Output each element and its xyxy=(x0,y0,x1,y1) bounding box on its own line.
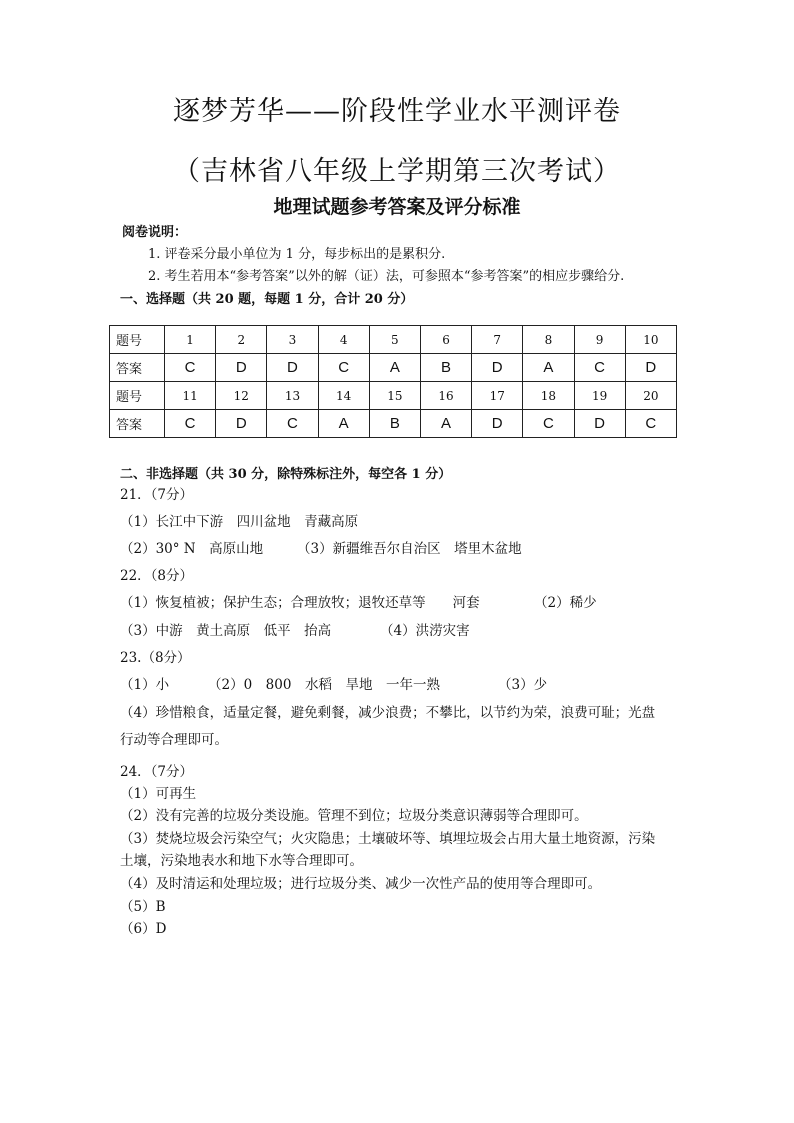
answer-cell: B xyxy=(420,354,471,382)
answer-cell: A xyxy=(318,410,369,438)
q24-answer-2: （2）没有完善的垃圾分类设施。管理不到位；垃圾分类意识薄弱等合理即可。 xyxy=(120,808,588,824)
answer-cell: C xyxy=(574,354,625,382)
answer-cell: C xyxy=(165,410,216,438)
answer-cell: A xyxy=(523,354,574,382)
question-number: 19 xyxy=(574,382,625,410)
q24-answer-3: （3）焚烧垃圾会污染空气；火灾隐患；土壤破坏等、填埋垃圾会占用大量土地资源，污染 xyxy=(120,831,656,847)
answer-cell: C xyxy=(165,354,216,382)
answer-cell: C xyxy=(523,410,574,438)
q23-answer-2: （2）0 800 水稻 旱地 一年一熟 xyxy=(208,677,440,693)
answer-label: 答案 xyxy=(110,354,165,382)
q22-answer-1: （1）恢复植被；保护生态；合理放牧；退牧还草等 河套 xyxy=(120,595,480,611)
q21-answer-2: （2）30° N 高原山地 xyxy=(120,541,264,557)
table-row xyxy=(110,354,677,382)
q23-answer-4: （4）珍惜粮食，适量定餐，避免剩餐，减少浪费；不攀比，以节约为荣，浪费可耻；光盘 xyxy=(120,705,656,721)
exam-subtitle: （吉林省八年级上学期第三次考试） xyxy=(173,156,621,187)
question-number: 11 xyxy=(165,382,216,410)
notes-item-2: 2. 考生若用本“参考答案”以外的解（证）法，可参照本“参考答案”的相应步骤给分. xyxy=(148,269,625,284)
question-number: 8 xyxy=(523,326,574,354)
table-row xyxy=(110,382,677,410)
question-number: 10 xyxy=(625,326,676,354)
answer-table xyxy=(109,325,677,438)
main-title: 逐梦芳华——阶段性学业水平测评卷 xyxy=(173,96,621,127)
question-number: 9 xyxy=(574,326,625,354)
table-row xyxy=(110,326,677,354)
q22-answer-3: （3）中游 黄土高原 低平 抬高 xyxy=(120,623,332,639)
answer-cell: D xyxy=(472,410,523,438)
answer-cell: D xyxy=(574,410,625,438)
question-number: 14 xyxy=(318,382,369,410)
q24-heading: 24．（7分） xyxy=(120,764,194,780)
notes-item-1: 1. 评卷采分最小单位为 1 分，每步标出的是累积分. xyxy=(148,247,446,262)
answer-cell: D xyxy=(625,354,676,382)
q22-answer-4: （4）洪涝灾害 xyxy=(380,623,470,639)
answer-cell: D xyxy=(216,354,267,382)
answer-cell: D xyxy=(267,354,318,382)
answer-cell: C xyxy=(318,354,369,382)
q24-answer-6: （6）D xyxy=(120,921,167,937)
question-number: 1 xyxy=(165,326,216,354)
q22-answer-2: （2）稀少 xyxy=(534,595,597,611)
question-number: 16 xyxy=(420,382,471,410)
q21-answer-1: （1）长江中下游 四川盆地 青藏高原 xyxy=(120,514,359,530)
answer-cell: B xyxy=(369,410,420,438)
q24-answer-5: （5）B xyxy=(120,899,166,915)
question-number: 18 xyxy=(523,382,574,410)
answer-cell: D xyxy=(472,354,523,382)
question-number: 2 xyxy=(216,326,267,354)
q22-heading: 22．（8分） xyxy=(120,568,194,584)
question-number: 17 xyxy=(472,382,523,410)
question-number: 3 xyxy=(267,326,318,354)
question-number: 20 xyxy=(625,382,676,410)
question-number: 7 xyxy=(472,326,523,354)
section1-heading: 一、选择题（共 20 题，每题 1 分，合计 20 分） xyxy=(120,292,414,307)
answer-cell: A xyxy=(369,354,420,382)
question-number: 12 xyxy=(216,382,267,410)
question-label: 题号 xyxy=(110,382,165,410)
question-number: 6 xyxy=(420,326,471,354)
q23-answer-3: （3）少 xyxy=(498,677,548,693)
answer-cell: C xyxy=(625,410,676,438)
question-number: 5 xyxy=(369,326,420,354)
question-number: 13 xyxy=(267,382,318,410)
q23-answer-4-cont: 行动等合理即可。 xyxy=(120,732,228,748)
q24-answer-3-cont: 土壤，污染地表水和地下水等合理即可。 xyxy=(120,853,363,869)
answer-cell: C xyxy=(267,410,318,438)
answer-label: 答案 xyxy=(110,410,165,438)
q21-heading: 21．（7分） xyxy=(120,487,194,503)
section2-heading: 二、非选择题（共 30 分，除特殊标注外，每空各 1 分） xyxy=(120,467,452,482)
table-row xyxy=(110,410,677,438)
question-label: 题号 xyxy=(110,326,165,354)
q24-answer-4: （4）及时清运和处理垃圾；进行垃圾分类、减少一次性产品的使用等合理即可。 xyxy=(120,876,602,892)
answer-cell: D xyxy=(216,410,267,438)
answer-cell: A xyxy=(420,410,471,438)
notes-heading: 阅卷说明： xyxy=(122,225,188,240)
question-number: 4 xyxy=(318,326,369,354)
question-number: 15 xyxy=(369,382,420,410)
q24-answer-1: （1）可再生 xyxy=(120,786,197,802)
q23-answer-1: （1）小 xyxy=(120,677,170,693)
q21-answer-3: （3）新疆维吾尔自治区 塔里木盆地 xyxy=(297,541,522,557)
q23-heading: 23.（8分） xyxy=(120,650,191,666)
answer-key-title: 地理试题参考答案及评分标准 xyxy=(273,196,521,218)
